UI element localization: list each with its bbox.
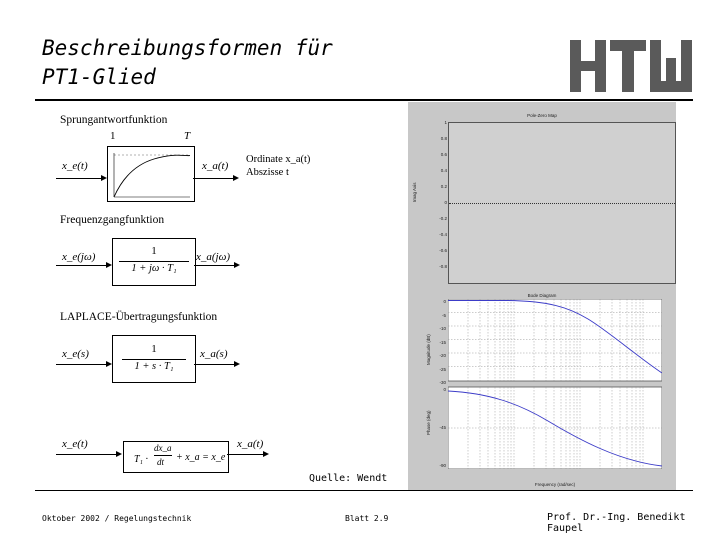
phase-ytick-labels <box>432 387 446 501</box>
laplace-heading: LAPLACE-Übertragungsfunktion <box>60 311 218 323</box>
pz-ytick: -0.4 <box>439 232 447 237</box>
freq-numerator: 1 <box>151 245 157 257</box>
pz-ytick: 1 <box>444 120 447 125</box>
laplace-numerator: 1 <box>151 343 157 355</box>
dgl-input-line <box>56 454 116 455</box>
step-input-arrow <box>101 175 107 181</box>
mag-ytick: -25 <box>439 366 446 372</box>
footer-rule <box>35 490 693 491</box>
pz-ytick: -0.6 <box>439 248 447 253</box>
dgl-fraction-line <box>154 455 172 456</box>
dgl-prefix: T₁ · <box>134 454 149 465</box>
pz-ytick: -0.2 <box>439 216 447 221</box>
laplace-output-label: x_a(s) <box>200 348 228 360</box>
freq-output-arrow <box>234 262 240 268</box>
pz-ytick: 0.4 <box>440 168 447 173</box>
laplace-input-label: x_e(s) <box>62 348 89 360</box>
bode-xlabel: Frequency (rad/sec) <box>534 482 576 487</box>
pz-zero-line <box>449 203 675 204</box>
pz-ylabel: Imag Axis <box>412 182 417 202</box>
laplace-fraction-line <box>122 359 186 360</box>
freq-input-line <box>56 265 106 266</box>
freq-output-line <box>194 265 234 266</box>
laplace-denominator: 1 + s · T₁ <box>134 361 174 372</box>
dgl-output-line <box>227 454 263 455</box>
step-input-line <box>56 178 101 179</box>
mag-ytick: -20 <box>439 353 446 358</box>
mag-ytick: -5 <box>441 312 446 318</box>
step-ordinate: Ordinate x_a(t) <box>246 154 311 165</box>
freq-output-label: x_a(jω) <box>196 251 231 263</box>
page-title <box>42 34 333 92</box>
mag-ytick: 0 <box>443 299 446 304</box>
step-abscissa: Abszisse t <box>246 167 289 178</box>
step-label-one: 1 <box>110 130 116 142</box>
phase-ytick: -45 <box>439 425 446 430</box>
freq-input-arrow <box>106 262 112 268</box>
block-diagrams <box>50 108 350 468</box>
mag-ytick: -10 <box>439 326 446 331</box>
freq-fraction-line <box>119 261 189 262</box>
dgl-output-arrow <box>263 451 269 457</box>
step-output-arrow <box>233 175 239 181</box>
step-label-T: T <box>184 130 191 142</box>
pz-ytick: 0.8 <box>440 136 447 141</box>
step-output-label: x_a(t) <box>202 160 229 172</box>
phase-ylabel: Phase (deg) <box>426 410 431 435</box>
freq-denominator: 1 + jω · T₁ <box>131 263 177 274</box>
bode-plot <box>448 299 662 469</box>
step-block <box>107 146 195 202</box>
phase-ytick: -90 <box>439 463 446 468</box>
dgl-output-label: x_a(t) <box>237 438 264 450</box>
title-line-1: Beschreibungsformen für <box>42 36 333 60</box>
bode-panel <box>408 285 676 490</box>
dgl-suffix: + x_a = x_e <box>176 452 226 463</box>
laplace-output-line <box>194 364 234 365</box>
pole-zero-panel <box>408 102 676 285</box>
dgl-input-label: x_e(t) <box>62 438 88 450</box>
pz-title: Pole-Zero Map <box>527 113 557 118</box>
step-input-label: x_e(t) <box>62 160 88 172</box>
dgl-numerator: dx_a <box>154 443 172 453</box>
pz-ytick-labels <box>433 120 447 280</box>
mag-ylabel: Magnitude (dB) <box>426 334 431 365</box>
htw-logo <box>570 40 692 92</box>
pz-axes <box>439 120 676 284</box>
freq-heading: Frequenzgangfunktion <box>60 214 165 226</box>
dgl-input-arrow <box>116 451 122 457</box>
laplace-output-arrow <box>234 361 240 367</box>
laplace-input-line <box>56 364 106 365</box>
pz-ytick: 0.6 <box>440 152 447 157</box>
source-note: Quelle: Wendt <box>309 473 388 484</box>
footer-author: Prof. Dr.-Ing. Benedikt Faupel <box>547 512 686 534</box>
phase-ytick: 0 <box>443 387 446 392</box>
footer-left: Oktober 2002 / Regelungstechnik <box>42 514 192 523</box>
title-line-2: PT1-Glied <box>42 65 156 89</box>
pz-ytick: -0.8 <box>439 264 447 269</box>
freq-input-label: x_e(jω) <box>62 251 96 263</box>
header-rule <box>35 99 693 101</box>
dgl-denominator: dt <box>157 457 165 467</box>
mag-ytick: -30 <box>439 380 446 385</box>
step-response-curve <box>108 147 194 201</box>
step-output-line <box>193 178 233 179</box>
step-heading: Sprungantwortfunktion <box>60 114 168 126</box>
bode-title: Bode Diagram <box>527 293 557 298</box>
pz-ytick: 0 <box>444 200 447 205</box>
pz-ytick: 0.2 <box>440 184 447 189</box>
mag-ytick: -15 <box>439 339 446 345</box>
footer-page: Blatt 2.9 <box>345 514 389 523</box>
mag-ytick-labels <box>432 299 446 394</box>
laplace-input-arrow <box>106 361 112 367</box>
